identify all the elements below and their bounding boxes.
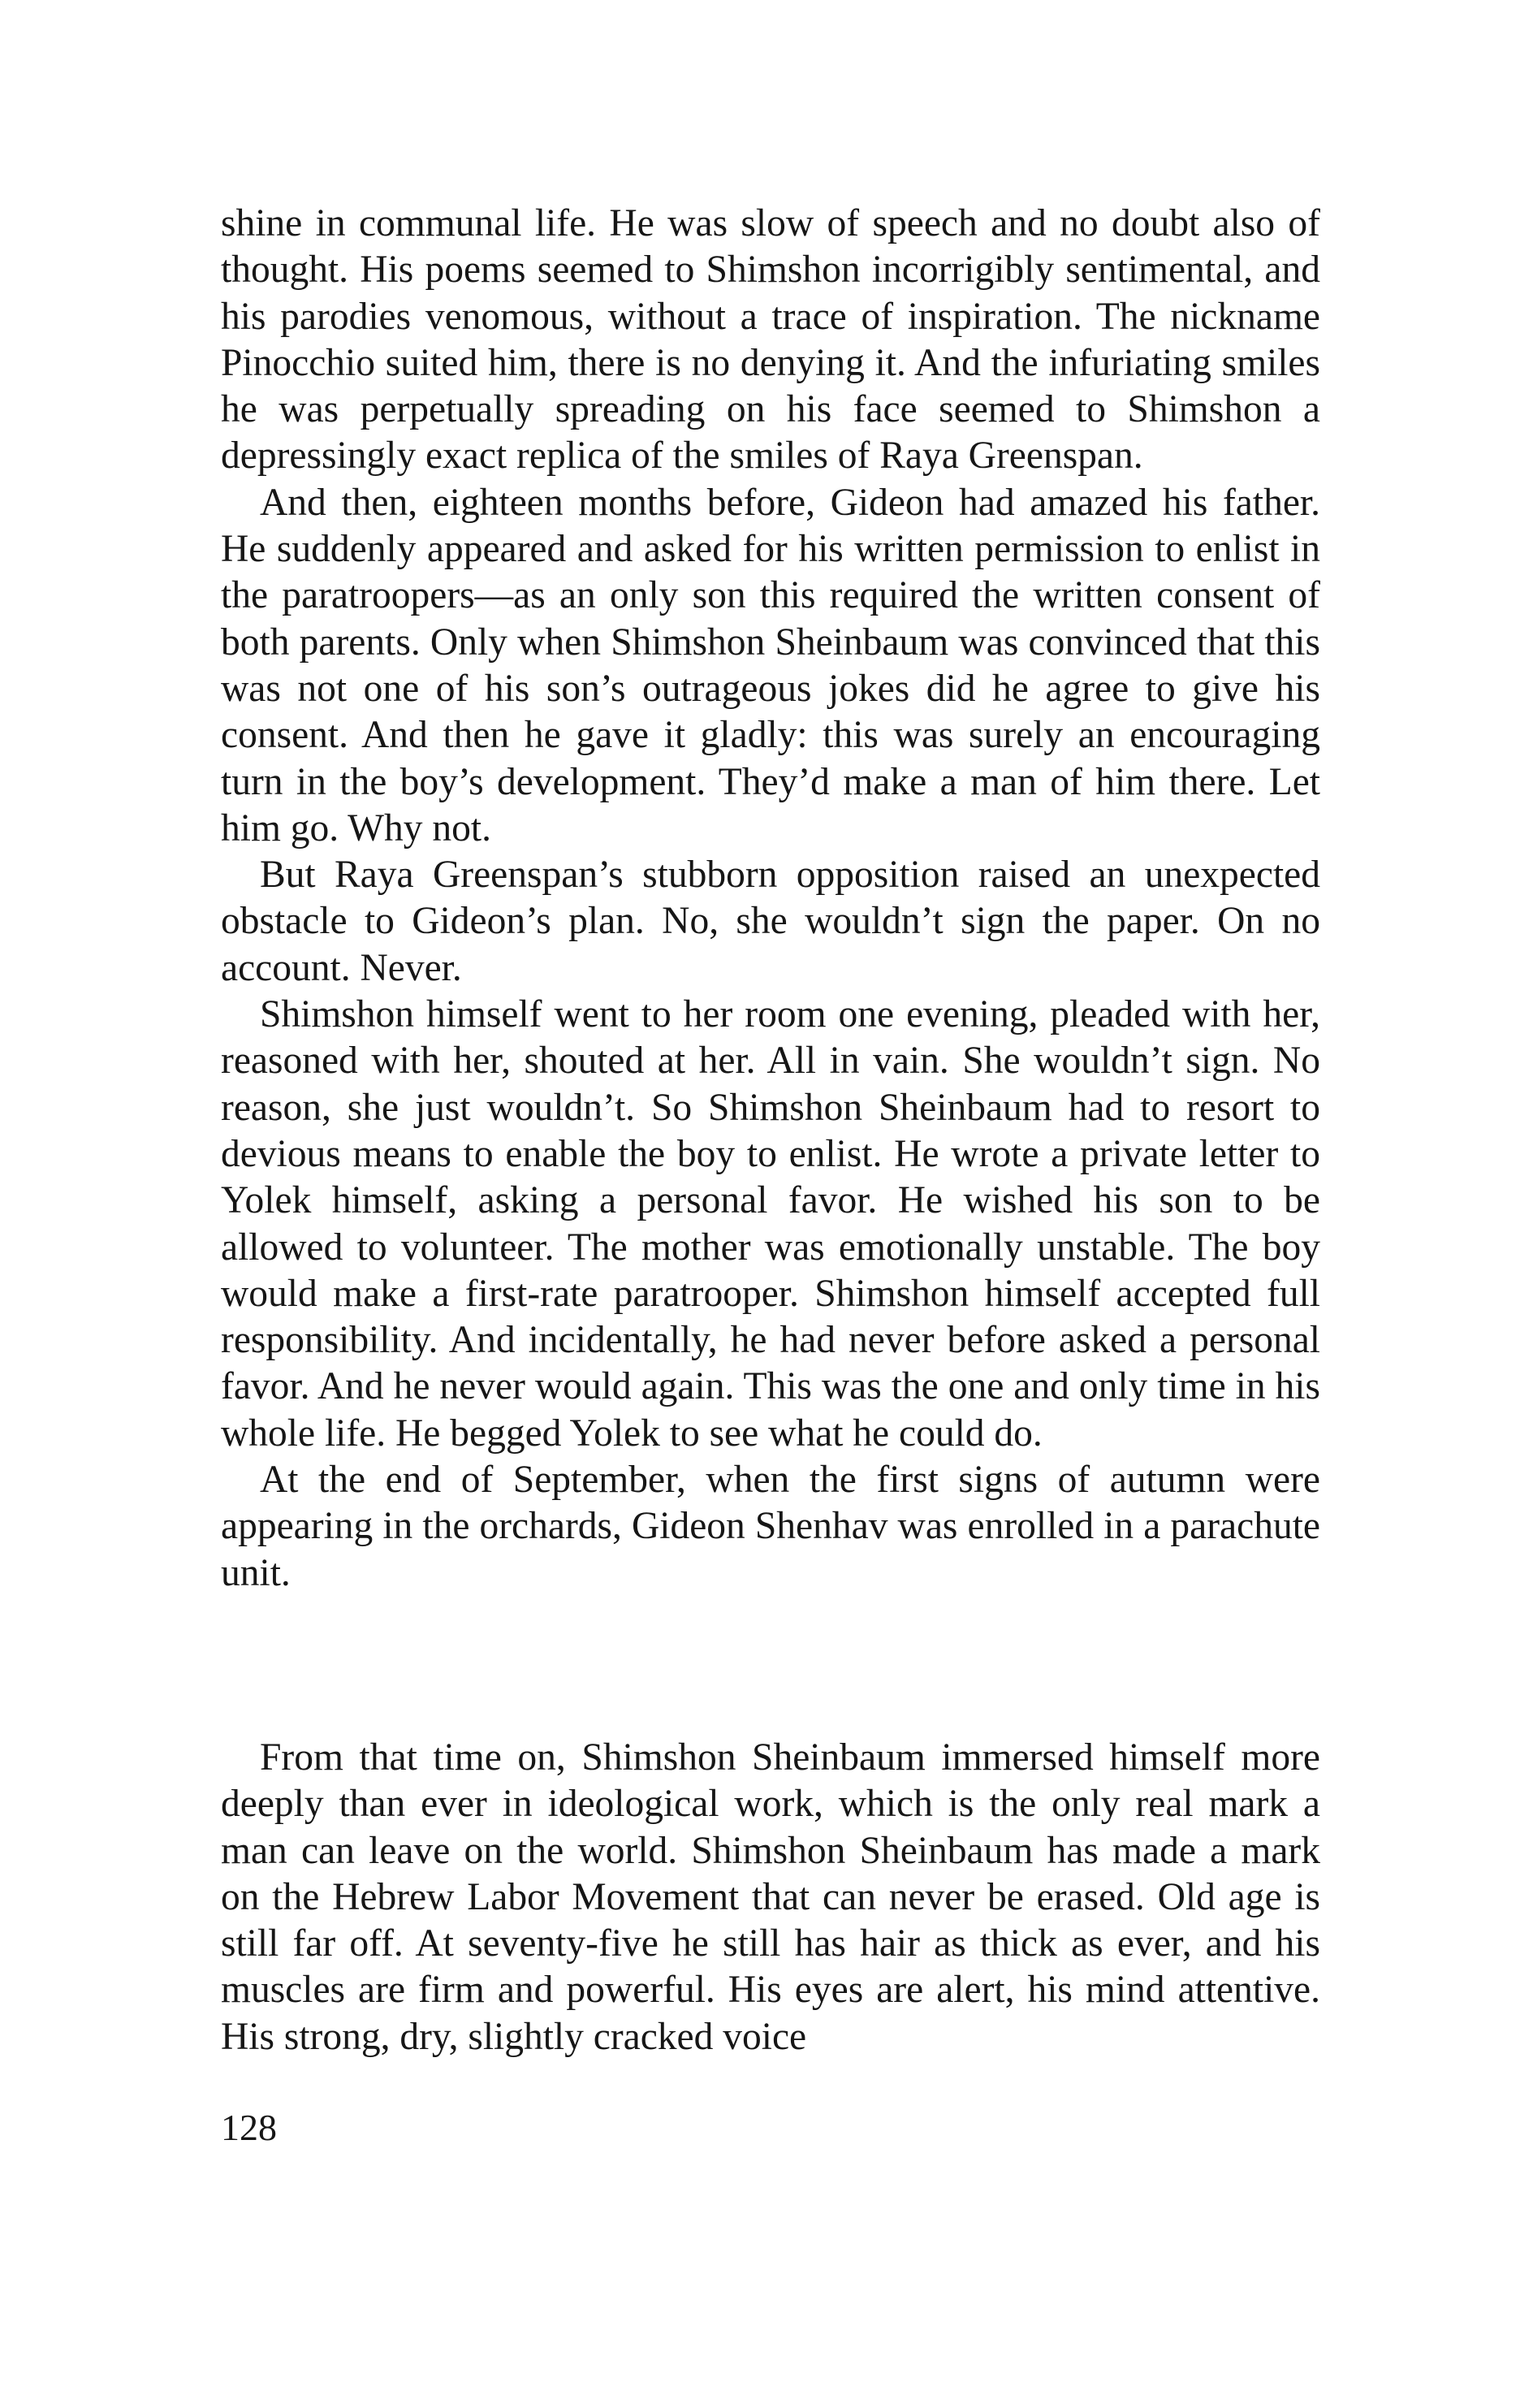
paragraph-6: From that time on, Shimshon Sheinbaum immersed himself more deeply than ever in ideological work, which is the only real mark a man can leave on the world. Shimshon Sheinbaum has made a mark on the Hebrew Labor Movement that can never be erased. Old age is still far off. At seventy-five he still has hair as thick as ever, and his muscles are firm and powerful. His eyes are alert, his mind attentive. His strong, dry, slightly cracked voice [221,1736,1320,2058]
page-number: 128 [221,2107,277,2148]
paragraph-2: And then, eighteen months before, Gideon had amazed his father. He suddenly appeared and asked for his written permission to enlist in the paratroopers—as an only son this required the written consent of both parents. Only when Shimshon Sheinbaum was convinced that this was not one of his son’s outrageous jokes did he agree to give his consent. And then he gave it gladly: this was surely an encouraging turn in the boy’s development. They’d make a man of him there. Let him go. Why not. [221,481,1320,850]
text-section-main [221,201,1320,1597]
text-section-after-break [221,1735,1320,2060]
paragraph-5: At the end of September, when the first signs of autumn were appearing in the orchards, Gideon Shenhav was enrolled in a parachute unit. [221,1459,1320,1594]
paragraph-4: Shimshon himself went to her room one evening, pleaded with her, reasoned with her, shouted at her. All in vain. She wouldn’t sign. No reason, she just wouldn’t. So Shimshon Sheinbaum had to resort to devious means to enable the boy to enlist. He wrote a private letter to Yolek himself, asking a personal favor. He wished his son to be allowed to volunteer. The mother was emotionally unstable. The boy would make a first-rate paratrooper. Shimshon himself accepted full responsibility. And incidentally, he had never before asked a personal favor. And he never would again. This was the one and only time in his whole life. He begged Yolek to see what he could do. [221,993,1320,1455]
paragraph-1: shine in communal life. He was slow of speech and no doubt also of thought. His poems seemed to Shimshon incorrigibly sentimental, and his parodies venomous, without a trace of inspiration. The nickname Pinocchio suited him, there is no denying it. And the infuriating smiles he was perpetually spreading on his face seemed to Shimshon a depressingly exact replica of the smiles of Raya Greenspan. [221,202,1320,478]
paragraph-3: But Raya Greenspan’s stubborn opposition raised an unexpected obstacle to Gideon’s plan. No, she wouldn’t sign the paper. On no account. Never. [221,854,1320,989]
